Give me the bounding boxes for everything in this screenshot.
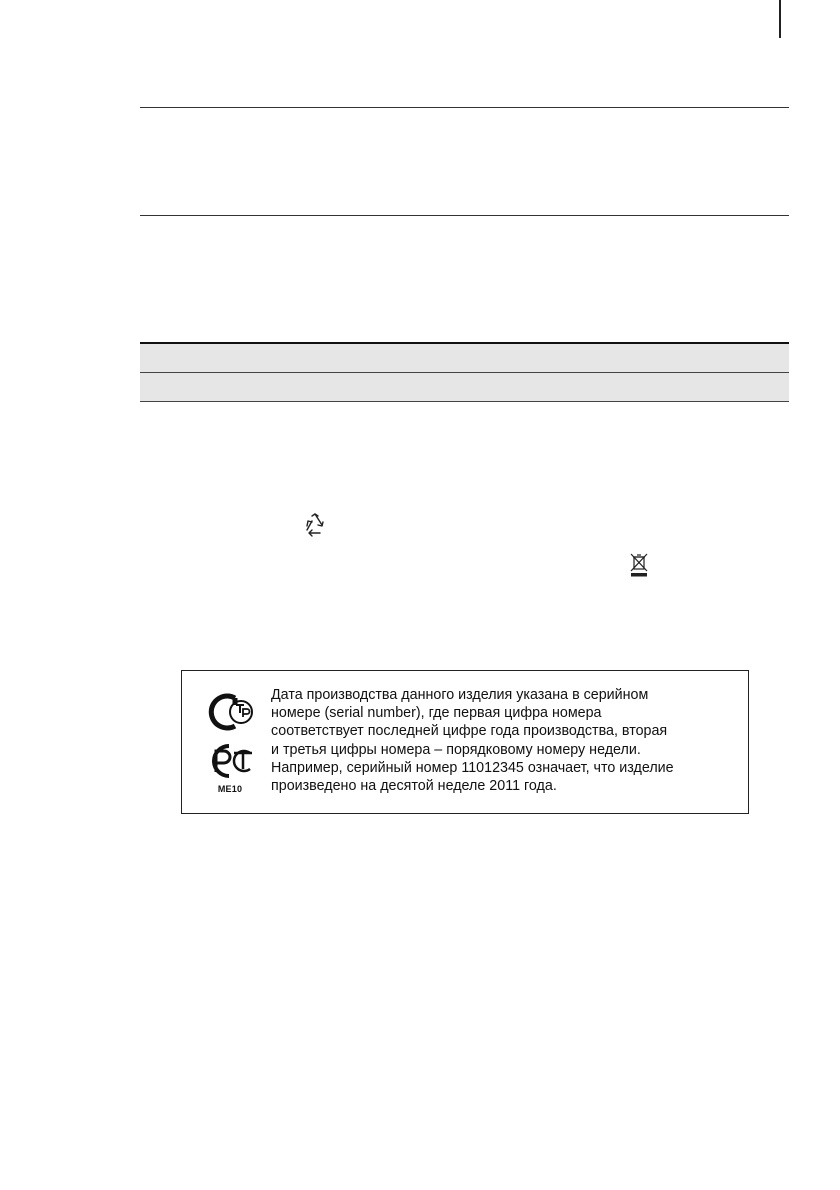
certification-text	[271, 686, 741, 795]
certification-code: ME10	[217, 784, 243, 794]
certification-text-line: произведено на десятой неделе 2011 года.	[271, 778, 557, 795]
table	[140, 342, 789, 402]
rst-certification-icon	[204, 741, 258, 781]
header-rule-top	[140, 107, 789, 108]
certification-text-line: Дата производства данного изделия указана в серийном	[271, 687, 649, 703]
certification-box	[181, 670, 749, 814]
certification-text-line: Например, серийный номер 11012345 означает, что изделие	[271, 759, 674, 776]
table-row	[140, 342, 789, 373]
table-row	[140, 373, 789, 402]
crossed-out-bin-icon	[628, 552, 650, 578]
header-rule-bottom	[140, 215, 789, 216]
top-vertical-line	[779, 0, 781, 38]
gost-tr-certification-icon	[204, 691, 258, 733]
certification-text-line: и третья цифры номера – порядковому номеру недели.	[271, 741, 641, 758]
recycle-icon	[302, 512, 328, 538]
certification-text-line: номере (serial number), где первая цифра номера	[271, 705, 602, 722]
certification-text-line: соответствует последней цифре года производства, вторая	[271, 723, 668, 740]
